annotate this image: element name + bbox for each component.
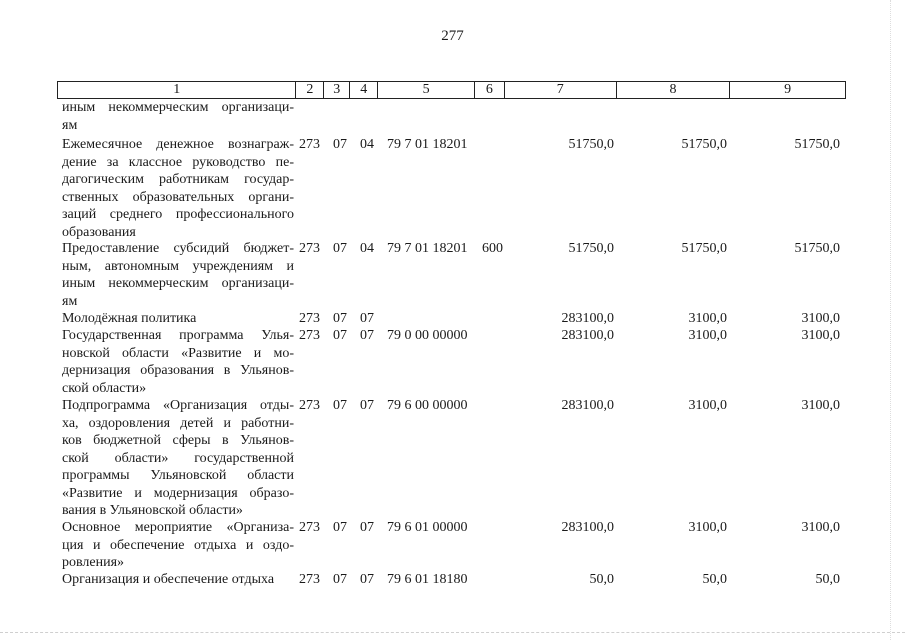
row-name [62,519,294,572]
cell-grbs: 273 [299,311,320,326]
cell-v9: 3100,0 [801,520,840,535]
row-name-line: Молодёжная политика [62,311,197,326]
row-name-line: новской области «Развитие и мо- [62,345,294,361]
row-name-line: Подпрограмма «Организация отды- [62,398,294,413]
cell-grbs: 273 [299,137,320,152]
row-name-line: Предоставление субсидий бюджет- [62,241,294,256]
row-name-line: вания в Ульяновской области» [62,503,243,518]
cell-rz: 07 [333,572,347,587]
cell-v8: 51750,0 [681,137,727,152]
cell-pr: 04 [360,241,374,256]
cell-v8: 3100,0 [688,311,727,326]
row-name [62,136,294,241]
header-col-4: 4 [349,82,377,98]
cell-v7: 283100,0 [561,520,614,535]
row-name [62,327,294,397]
row-name-line: дагогическим работникам государ- [62,172,294,187]
cell-rz: 07 [333,328,347,343]
cell-grbs: 273 [299,398,320,413]
cell-v9: 51750,0 [794,241,840,256]
cell-grbs: 273 [299,520,320,535]
header-col-5: 5 [377,82,474,98]
cell-pr: 07 [360,328,374,343]
cell-pr: 07 [360,398,374,413]
cell-csr: 79 6 00 00000 [387,398,468,413]
cell-grbs: 273 [299,328,320,343]
row-name-line: образования [62,224,136,240]
row-name-line: ха, оздоровления детей и работни- [62,415,294,431]
cell-v7: 50,0 [589,572,614,587]
cell-v8: 3100,0 [688,398,727,413]
cell-v7: 51750,0 [568,241,614,256]
cell-v7: 283100,0 [561,398,614,413]
cell-v7: 51750,0 [568,137,614,152]
header-col-6: 6 [474,82,504,98]
row-name-line: Основное мероприятие «Организа- [62,520,294,535]
row-name [62,240,294,310]
header-col-9: 9 [729,82,845,98]
row-name-line: дернизация образования в Ульянов- [62,363,294,378]
row-name-line: ской области» государственной [62,450,294,466]
row-name-line: ям [62,117,78,133]
cell-pr: 07 [360,572,374,587]
header-col-3: 3 [323,82,349,98]
row-name-line: Государственная программа Улья- [62,328,294,343]
row-name-line: заций среднего профессионального [62,207,294,222]
row-name-line: дение за классное руководство пе- [62,154,294,170]
cell-v8: 3100,0 [688,328,727,343]
cell-vr: 600 [482,241,503,256]
row-name-line: ков бюджетной сферы в Ульянов- [62,433,294,448]
cell-v8: 3100,0 [688,520,727,535]
row-name [62,397,294,520]
cell-rz: 07 [333,311,347,326]
cell-v9: 50,0 [815,572,840,587]
row-name-line: «Развитие и модернизация образо- [62,485,294,501]
page-number: 277 [441,28,464,44]
cell-v8: 51750,0 [681,241,727,256]
table-header [57,81,846,99]
row-name-line: иным некоммерческим организаци- [62,276,294,291]
cell-csr: 79 7 01 18201 [387,241,468,256]
cell-csr: 79 6 01 18180 [387,572,468,587]
row-name-line: иным некоммерческим организаци- [62,100,294,115]
cell-grbs: 273 [299,572,320,587]
header-col-2: 2 [295,82,323,98]
cell-v9: 3100,0 [801,398,840,413]
cell-pr: 04 [360,137,374,152]
cell-rz: 07 [333,137,347,152]
cell-rz: 07 [333,241,347,256]
cell-v9: 3100,0 [801,311,840,326]
cell-v9: 51750,0 [794,137,840,152]
cell-pr: 07 [360,311,374,326]
row-name [62,99,294,134]
cell-csr: 79 7 01 18201 [387,137,468,152]
row-name-line: ственных образовательных органи- [62,189,294,205]
row-name-line: Ежемесячное денежное вознаграж- [62,137,294,152]
cell-v7: 283100,0 [561,328,614,343]
row-name-line: ской области» [62,380,147,396]
row-name-line: Организация и обеспечение отдыха [62,572,275,587]
cell-csr: 79 0 00 00000 [387,328,468,343]
scan-artifact-line [0,632,905,633]
cell-pr: 07 [360,520,374,535]
cell-rz: 07 [333,398,347,413]
header-col-1: 1 [173,82,181,97]
cell-v9: 3100,0 [801,328,840,343]
cell-grbs: 273 [299,241,320,256]
row-name-line: ям [62,293,78,309]
header-col-7: 7 [504,82,616,98]
row-name-line: программы Ульяновской области [62,468,294,483]
cell-v8: 50,0 [702,572,727,587]
row-name-line: ровления» [62,555,125,570]
cell-csr: 79 6 01 00000 [387,520,468,535]
header-col-8: 8 [616,82,730,98]
row-name [62,571,294,589]
scan-artifact-edge [890,0,891,640]
row-name-line: ным, автономным учреждениям и [62,258,294,274]
cell-v7: 283100,0 [561,311,614,326]
row-name-line: ция и обеспечение отдыха и оздо- [62,537,294,553]
cell-rz: 07 [333,520,347,535]
row-name [62,310,294,328]
